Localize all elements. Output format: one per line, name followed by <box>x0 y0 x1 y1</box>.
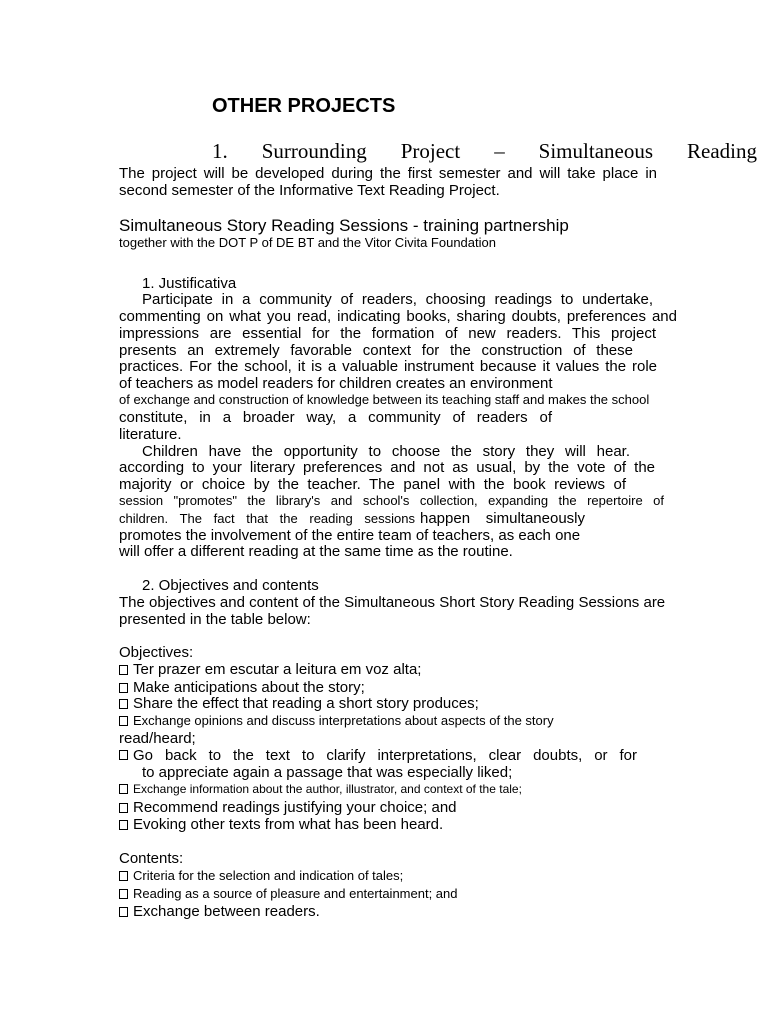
project-title-word: – <box>494 139 505 163</box>
objective-text: Make anticipations about the story; <box>133 679 365 696</box>
content-item <box>119 886 458 901</box>
content-text: Criteria for the selection and indication of tales; <box>133 868 404 883</box>
intro-line: The project will be developed during the first semester and will take place in <box>119 165 657 182</box>
paragraph-line: Participate in a community of readers, choosing readings to undertake, <box>142 291 653 308</box>
page-heading: OTHER PROJECTS <box>212 95 396 117</box>
contents-label: Contents: <box>119 850 184 867</box>
paragraph-line: happen simultaneously <box>420 510 585 527</box>
paragraph-line: children. The fact that the reading sessions <box>119 511 415 526</box>
paragraph-line: according to your literary preferences and not as usual, by the vote of the <box>119 459 655 476</box>
section-title-objectives-contents: 2. Objectives and contents <box>142 577 319 594</box>
checkbox-icon <box>119 699 128 709</box>
content-text: Reading as a source of pleasure and entertainment; and <box>133 886 458 901</box>
objective-continuation: to appreciate again a passage that was especially liked; <box>142 764 513 781</box>
objective-item <box>119 816 443 833</box>
paragraph-line: of teachers as model readers for children creates an environment <box>119 375 553 392</box>
paragraph-line: impressions are essential for the formation of new readers. This project <box>119 325 656 342</box>
checkbox-icon <box>119 803 128 813</box>
checkbox-icon <box>119 784 128 794</box>
paragraph-line: Children have the opportunity to choose the story they will hear. <box>142 443 630 460</box>
objective-item <box>119 747 637 764</box>
objective-text: Go back to the text to clarify interpretations, clear doubts, or for <box>133 747 637 764</box>
paragraph-line: promotes the involvement of the entire team of teachers, as each one <box>119 527 581 544</box>
checkbox-icon <box>119 889 128 899</box>
objective-item <box>119 713 554 728</box>
content-item <box>119 903 320 920</box>
objective-item <box>119 679 365 696</box>
checkbox-icon <box>119 716 128 726</box>
objective-text: Recommend readings justifying your choice; and <box>133 799 457 816</box>
paragraph-line: of exchange and construction of knowledge between its teaching staff and makes the school <box>119 392 650 407</box>
objective-text: Exchange information about the author, illustrator, and context of the tale; <box>133 782 522 796</box>
project-title-word: Project <box>400 139 461 163</box>
checkbox-icon <box>119 820 128 830</box>
objective-text: Ter prazer em escutar a leitura em voz alta; <box>133 661 422 678</box>
partnership-line: together with the DOT P of DE BT and the Vitor Civita Foundation <box>119 235 496 250</box>
intro-line: second semester of the Informative Text Reading Project. <box>119 182 500 199</box>
paragraph-line: The objectives and content of the Simultaneous Short Story Reading Sessions are <box>119 594 666 611</box>
objective-text: Evoking other texts from what has been heard. <box>133 816 444 833</box>
checkbox-icon <box>119 683 128 693</box>
project-title-word: Simultaneous <box>538 139 654 163</box>
project-title <box>212 139 757 164</box>
objective-text: Exchange opinions and discuss interpretations about aspects of the story <box>133 713 554 728</box>
objective-item <box>119 799 457 816</box>
subheading: Simultaneous Story Reading Sessions - training partnership <box>119 216 569 235</box>
paragraph-line: literature. <box>119 426 182 443</box>
project-title-number: 1. <box>212 139 228 163</box>
project-title-word: Surrounding <box>261 139 367 163</box>
objective-text: Share the effect that reading a short story produces; <box>133 695 479 712</box>
checkbox-icon <box>119 750 128 760</box>
checkbox-icon <box>119 871 128 881</box>
objectives-label: Objectives: <box>119 644 194 661</box>
objective-item <box>119 695 479 712</box>
paragraph-line: majority or choice by the teacher. The panel with the book reviews of <box>119 476 626 493</box>
objective-continuation: read/heard; <box>119 730 196 747</box>
paragraph-line: session "promotes" the library's and school's collection, expanding the repertoire of <box>119 493 664 508</box>
content-item <box>119 868 403 883</box>
checkbox-icon <box>119 907 128 917</box>
paragraph-line: constitute, in a broader way, a community of readers of <box>119 409 552 426</box>
section-title-justificativa: 1. Justificativa <box>142 275 237 292</box>
content-text: Exchange between readers. <box>133 903 320 920</box>
paragraph-line: presented in the table below: <box>119 611 311 628</box>
paragraph-line: presents an extremely favorable context for the construction of these <box>119 342 633 359</box>
objective-item <box>119 782 522 796</box>
project-title-word: Reading <box>687 139 757 163</box>
checkbox-icon <box>119 665 128 675</box>
paragraph-line: practices. For the school, it is a valuable instrument because it values the role <box>119 358 657 375</box>
objective-item <box>119 661 421 678</box>
paragraph-line: commenting on what you read, indicating books, sharing doubts, preferences and <box>119 308 677 325</box>
paragraph-line: will offer a different reading at the same time as the routine. <box>119 543 513 560</box>
